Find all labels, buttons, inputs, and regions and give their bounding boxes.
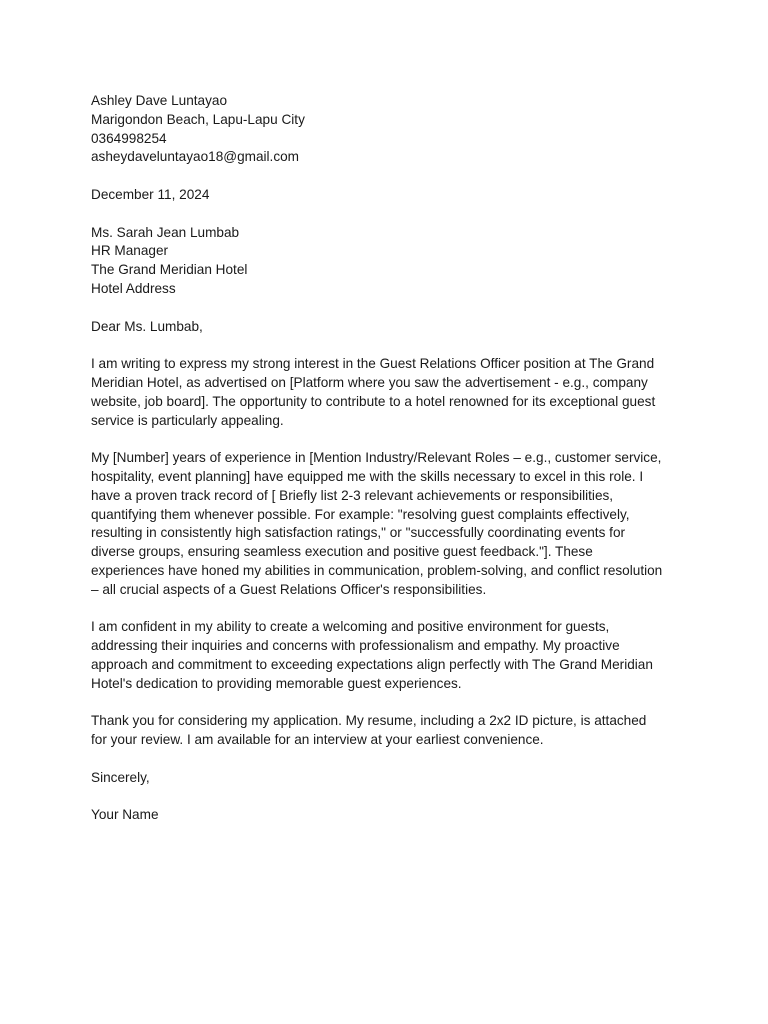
body-line: approach and commitment to exceeding expectations align perfectly with The Grand Meridian (91, 656, 653, 672)
body-line: quantifying them whenever possible. For example: "resolving guest complaints effectively, (91, 506, 630, 522)
body-paragraph-1 (91, 355, 681, 430)
signature-text: Your Name (91, 807, 159, 823)
body-line: have a proven track record of [ Briefly list 2-3 relevant achievements or responsibilities, (91, 487, 614, 503)
body-line: service is particularly appealing. (91, 412, 284, 428)
salutation-text: Dear Ms. Lumbab, (91, 318, 203, 334)
letter-content (91, 92, 681, 844)
body-line: I am confident in my ability to create a welcoming and positive environment for guests, (91, 619, 610, 635)
body-line: website, job board]. The opportunity to contribute to a hotel renowned for its exceptional guest (91, 393, 656, 409)
recipient-title: HR Manager (91, 243, 169, 259)
body-line: hospitality, event planning] have equipped me with the skills necessary to excel in this role. I (91, 468, 644, 484)
sender-name: Ashley Dave Luntayao (91, 93, 228, 108)
body-line: for your review. I am available for an interview at your earliest convenience. (91, 732, 544, 748)
body-line: experiences have honed my abilities in communication, problem-solving, and conflict resolution (91, 562, 663, 578)
body-line: diverse groups, ensuring seamless execution and positive guest feedback."]. These (91, 544, 593, 560)
salutation (91, 318, 681, 337)
date-text: December 11, 2024 (91, 186, 210, 202)
body-line: Meridian Hotel, as advertised on [Platform where you saw the advertisement - e.g., company (91, 374, 648, 390)
letter-date (91, 186, 681, 205)
signature (91, 806, 681, 825)
body-paragraph-2 (91, 449, 681, 599)
recipient-block (91, 224, 681, 299)
body-line: addressing their inquiries and concerns with professionalism and empathy. My proactive (91, 638, 620, 654)
recipient-name: Ms. Sarah Jean Lumbab (91, 224, 240, 240)
closing-text: Sincerely, (91, 769, 150, 785)
body-paragraph-4 (91, 712, 681, 750)
body-paragraph-3 (91, 618, 681, 693)
sender-address: Marigondon Beach, Lapu-Lapu City (91, 111, 305, 127)
sender-email: asheydaveluntayao18@gmail.com (91, 149, 300, 165)
recipient-company: The Grand Meridian Hotel (91, 262, 248, 278)
body-line: Thank you for considering my application. My resume, including a 2x2 ID picture, is attached (91, 713, 647, 729)
body-line: Hotel's dedication to providing memorable guest experiences. (91, 675, 462, 691)
recipient-address: Hotel Address (91, 280, 176, 296)
sender-block (91, 92, 681, 167)
sender-phone: 0364998254 (91, 130, 167, 146)
body-line: My [Number] years of experience in [Mention Industry/Relevant Roles – e.g., customer service, (91, 450, 662, 466)
body-line: resulting in consistently high satisfaction ratings," or "successfully coordinating events for (91, 525, 626, 541)
body-line: I am writing to express my strong interest in the Guest Relations Officer position at The Grand (91, 356, 655, 372)
body-line: – all crucial aspects of a Guest Relations Officer's responsibilities. (91, 581, 487, 597)
closing (91, 769, 681, 788)
